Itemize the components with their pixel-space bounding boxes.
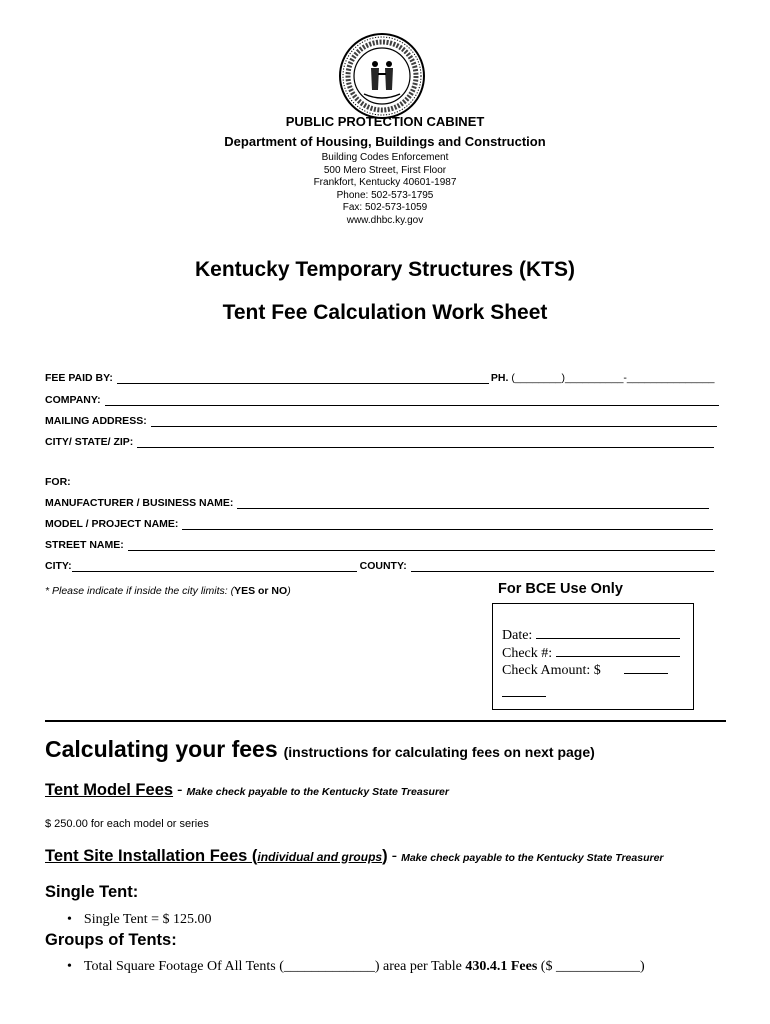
- tent-model-dash: -: [177, 781, 183, 799]
- single-tent-bullet: • Single Tent = $ 125.00: [67, 912, 212, 927]
- tent-model-fee: $ 250.00 for each model or series: [45, 818, 209, 830]
- street-name-label: STREET NAME:: [45, 539, 124, 551]
- tent-site-close: ): [382, 847, 388, 865]
- calculating-heading: [45, 736, 595, 763]
- mailing-address-row: [45, 415, 717, 427]
- street-name-field[interactable]: [128, 540, 715, 551]
- bce-amount-field-a[interactable]: [624, 673, 668, 674]
- groups-table-ref: 430.4.1 Fees: [465, 959, 538, 974]
- city-label: CITY:: [45, 560, 72, 572]
- phone-field[interactable]: [491, 372, 715, 384]
- single-tent-text: Single Tent = $ 125.00: [83, 912, 212, 927]
- page-title: Kentucky Temporary Structures (KTS): [194, 258, 576, 281]
- manufacturer-row: [45, 497, 709, 509]
- yes-no-text: YES or NO: [234, 585, 288, 597]
- street-name-row: [45, 539, 715, 551]
- model-project-row: [45, 518, 713, 530]
- fee-paid-by-label: FEE PAID BY:: [45, 372, 113, 384]
- division-text: Building Codes Enforcement: [321, 152, 449, 163]
- county-field[interactable]: [411, 561, 714, 572]
- city-county-row: [45, 560, 714, 572]
- model-project-field[interactable]: [182, 519, 713, 530]
- tent-site-note: Make check payable to the Kentucky State Treasurer: [401, 852, 664, 864]
- tent-site-title: Tent Site Installation Fees (: [45, 847, 258, 865]
- city-limits-text: * Please indicate if inside the city limits: (: [45, 585, 235, 597]
- single-tent-heading: Single Tent:: [45, 883, 139, 901]
- bce-date-field[interactable]: [536, 638, 680, 639]
- tent-site-dash: -: [391, 847, 398, 865]
- model-project-label: MODEL / PROJECT NAME:: [45, 518, 179, 530]
- ph-label: PH.: [490, 372, 509, 384]
- mailing-address-field[interactable]: [151, 416, 717, 427]
- tent-site-paren: individual and groups: [257, 850, 383, 864]
- city-text: Frankfort, Kentucky 40601-1987: [313, 177, 457, 188]
- city-state-zip-label: CITY/ STATE/ ZIP:: [45, 436, 134, 448]
- mailing-address-label: MAILING ADDRESS:: [45, 415, 147, 427]
- city-field[interactable]: [72, 561, 357, 572]
- bce-date-label: Date:: [502, 628, 533, 643]
- company-label: COMPANY:: [45, 394, 101, 406]
- tent-model-title: Tent Model Fees: [45, 781, 174, 799]
- groups-text-b: ($ ____________): [537, 959, 645, 974]
- bce-amount-label: Check Amount: $: [502, 663, 601, 678]
- bce-box: [492, 603, 694, 710]
- contact-block: [0, 152, 770, 227]
- groups-bullet: • Total Square Footage Of All Tents (_____________) area per Table 430.4.1 Fees ($ ____________): [67, 959, 645, 974]
- tent-model-note: Make check payable to the Kentucky State Treasurer: [186, 786, 449, 798]
- bce-amount-field-b[interactable]: [502, 682, 546, 697]
- for-row: [45, 476, 71, 488]
- groups-heading: Groups of Tents:: [45, 931, 177, 949]
- fee-paid-by-field[interactable]: [117, 373, 489, 384]
- for-label: FOR:: [45, 476, 71, 488]
- website-link[interactable]: www.dhbc.ky.gov: [346, 214, 424, 226]
- company-row: [45, 394, 719, 406]
- cabinet-name: PUBLIC PROTECTION CABINET: [285, 114, 485, 129]
- city-state-zip-row: [45, 436, 714, 448]
- page-subtitle: Tent Fee Calculation Work Sheet: [222, 301, 548, 324]
- company-field[interactable]: [105, 395, 719, 406]
- manufacturer-label: MANUFACTURER / BUSINESS NAME:: [45, 497, 234, 509]
- bce-title: For BCE Use Only: [498, 581, 623, 597]
- tent-model-heading: [45, 781, 449, 800]
- section-divider: [45, 720, 726, 722]
- fax-text: Fax: 502-573-1059: [342, 202, 428, 213]
- groups-text-a: Total Square Footage Of All Tents (_____________) area per Table: [83, 959, 466, 974]
- city-limits-note: [45, 585, 291, 597]
- city-limits-close: ): [287, 585, 291, 597]
- fee-paid-by-row: [45, 372, 715, 384]
- county-label: COUNTY:: [359, 560, 407, 572]
- city-state-zip-field[interactable]: [137, 437, 714, 448]
- kentucky-seal-icon: [338, 32, 426, 120]
- tent-site-heading: [45, 847, 664, 866]
- department-name: Department of Housing, Buildings and Construction: [224, 134, 546, 149]
- bce-check-field[interactable]: [556, 656, 680, 657]
- calculating-subtitle: (instructions for calculating fees on next page): [283, 744, 595, 760]
- ph-blank: (________)__________-_______________: [511, 372, 715, 384]
- bce-check-label: Check #:: [502, 646, 553, 661]
- phone-text: Phone: 502-573-1795: [336, 189, 434, 201]
- calculating-title: Calculating your fees: [45, 736, 278, 762]
- manufacturer-field[interactable]: [237, 498, 709, 509]
- street-text: 500 Mero Street, First Floor: [323, 164, 447, 176]
